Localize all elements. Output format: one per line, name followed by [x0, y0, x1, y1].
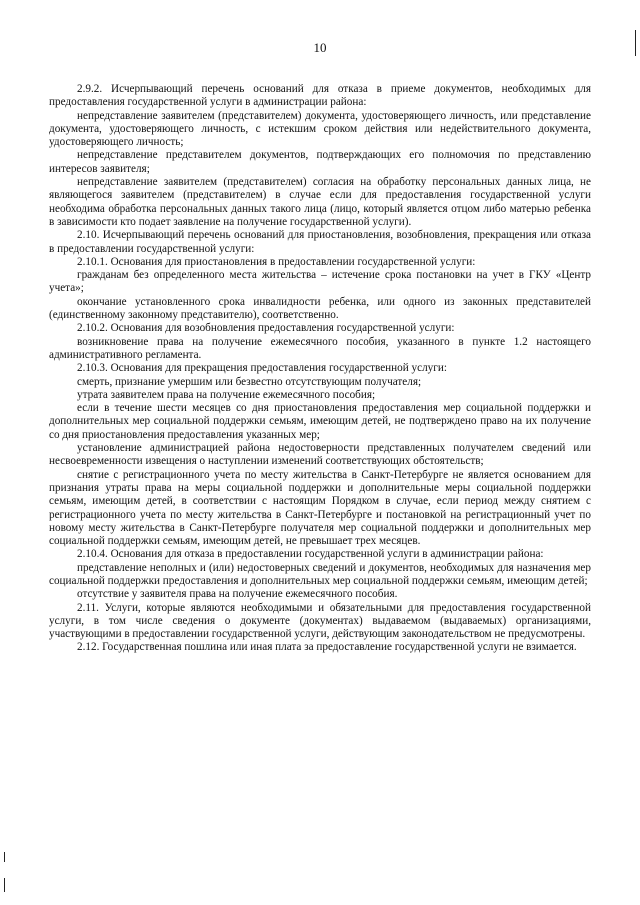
paragraph-right-arises: возникновение права на получение ежемесячного пособия, указанного в пункте 1.2 настоящего административного регламента. — [49, 335, 591, 361]
document-body — [49, 83, 591, 655]
paragraph-inaccurate-info: установление администрацией района недостоверности представленных получателем сведений или несвоевременности извещения о наступлении изменений соответствующих обстоятельств; — [49, 442, 591, 468]
paragraph-six-months: если в течение шести месяцев со дня приостановления предоставления мер социальной поддержки и дополнительных мер социальной поддержки семьям, имеющим детей, не подтверждено право на их получение со дня приостановления предоставления указанных мер; — [49, 402, 591, 441]
scan-edge-mark-top — [635, 30, 636, 56]
paragraph-2-10-3: 2.10.3. Основания для прекращения предоставления государственной услуги: — [77, 362, 447, 375]
paragraph-personal-data-consent: непредставление заявителем (представителем) согласия на обработку персональных данных лица, не являющегося заявителем (представителем) в случае если для предоставления государственной услуги необходима обработка персональных данных такого лица (лицо, который является отцом либо матерью ребенка в зависимости кто подает заявление на получение государственной услуги). — [49, 176, 591, 228]
paragraph-2-9-2: 2.9.2. Исчерпывающий перечень оснований для отказа в приеме документов, необходимых для предоставления государственной услуги в администрации района: — [49, 83, 591, 109]
paragraph-2-10-4: 2.10.4. Основания для отказа в предоставлении государственной услуги в администрации района: — [77, 548, 544, 561]
paragraph-2-10-2: 2.10.2. Основания для возобновления предоставления государственной услуги: — [77, 322, 455, 335]
scan-edge-mark-bottom — [4, 852, 5, 862]
paragraph-loss-of-right: утрата заявителем права на получение ежемесячного пособия; — [77, 388, 376, 401]
paragraph-no-right: отсутствие у заявителя права на получение ежемесячного пособия. — [77, 588, 398, 601]
paragraph-2-11: 2.11. Услуги, которые являются необходимыми и обязательными для предоставления государственной услуги, в том числе сведения о документе (документах) выдаваемом (выдаваемых) организациями, участвующими в предоставлении государственной услуги, действующим законодательством не предусмотрены. — [49, 601, 591, 641]
page-number: 10 — [313, 40, 327, 55]
paragraph-no-fixed-residence: гражданам без определенного места жительства – истечение срока постановки на учет в ГКУ «Центр учета»; — [49, 269, 591, 295]
paragraph-disability-term-end: окончание установленного срока инвалидности ребенка, или одного из законных представителей (единственному законному представителю), соответственно. — [49, 295, 591, 322]
paragraph-incomplete-docs: представление неполных и (или) недостоверных сведений и документов, необходимых для назначения мер социальной поддержки предоставления и дополнительных мер социальной поддержки семьям, имеющим детей; — [49, 561, 591, 587]
paragraph-2-10: 2.10. Исчерпывающий перечень оснований для приостановления, возобновления, прекращения или отказа в предоставлении государственной услуги: — [49, 229, 591, 255]
paragraph-registration-removal: снятие с регистрационного учета по месту жительства в Санкт-Петербурге не является основанием для признания утраты права на меры социальной поддержки и дополнительные меры социальной поддержки семьям, имеющим детей, в соответствии с настоящим Порядком в случае, если период между снятием с регистрационного учета по месту жительства в Санкт-Петербурге и постановкой на регистрационный учет по новому месту жительства в Санкт-Петербурге получателя мер социальной поддержки и дополнительных мер социальной поддержки семьям, имеющим детей, не превышает трех месяцев. — [49, 468, 591, 548]
paragraph-representative-documents: непредставление представителем документов, подтверждающих его полномочия по представлению интересов заявителя; — [49, 149, 591, 175]
paragraph-2-12: 2.12. Государственная пошлина или иная плата за предоставление государственной услуги не взимается. — [77, 641, 577, 654]
paragraph-identity-document: непредставление заявителем (представителем) документа, удостоверяющего личность, или представление документа, удостоверяющего личность, с истекшим сроком действия или недействительного документа, удостоверяющего личность; — [49, 109, 591, 149]
scan-edge-mark-bottom-lower — [4, 878, 5, 892]
paragraph-2-10-1: 2.10.1. Основания для приостановления в предоставлении государственной услуги: — [77, 255, 476, 268]
paragraph-death: смерть, признание умершим или безвестно отсутствующим получателя; — [77, 375, 422, 388]
